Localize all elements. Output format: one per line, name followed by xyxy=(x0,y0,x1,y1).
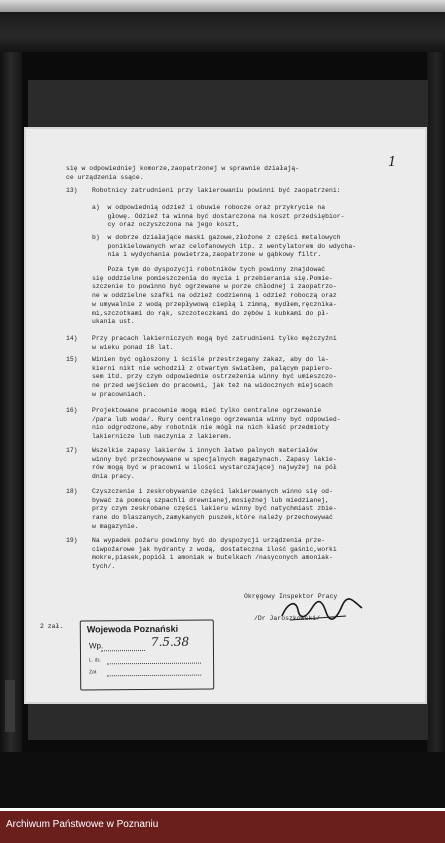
film-left-edge xyxy=(0,52,22,752)
handwritten-mark: 1 xyxy=(388,155,397,170)
document-page xyxy=(24,127,427,704)
stamp-date: 7.5.38 xyxy=(150,634,190,649)
film-right-edge xyxy=(427,52,445,752)
item-16-text: Projektowane pracownie mogą mieć tylko centralne ogrzewanie /para lub woda/. Rury centralnego ogrzewania winny być odpowied- nio odgrodzone,aby robotnik nie mógł na nich kłaść przedmioty lakiernicze lub naczynia z lakierem. xyxy=(92,407,341,441)
signature-title: Okręgowy Inspektor Pracy xyxy=(244,593,338,600)
received-stamp xyxy=(80,620,214,691)
attachments-note: 2 zał. xyxy=(40,623,64,630)
item-19-number: 19) xyxy=(66,537,78,544)
archive-footer xyxy=(0,808,445,843)
item-15-text: Winien być ogłoszony i ściśle przestrzegany zakaz, aby do la- kierni nikt nie wchodził z otwartym światłem, palącym papiero- sem itd. przy czym odpowiednie ostrzeżenia winny być umieszczo- ne przed wejściem do pracowni, jak też na widocznych miejscach w pracowniach. xyxy=(92,356,337,398)
stamp-ldz-label: L. dz. xyxy=(89,657,102,664)
item-16-number: 16) xyxy=(66,407,78,414)
stamp-zal-label: Zał. xyxy=(89,669,98,676)
item-18-text: Czyszczenie i zeskrobywanie części lakierowanych winno się od- bywać za pomocą szpachli drewnianej,mosiężnej lub miedzianej, przy czym zeskrobane części lakieru winny być natychmiast zbie- rane do blaszanych,zamykanych puszek,które należy przechowywać w magazynie. xyxy=(92,488,337,530)
item-14-number: 14) xyxy=(66,335,78,342)
archive-name: Archiwum Państwowe w Poznaniu xyxy=(6,819,159,830)
item-14-text: Przy pracach lakierniczych mogą być zatrudnieni tylko mężczyźni w wieku ponad 18 lat. xyxy=(92,335,337,351)
item-13b-text: b) w dobrze działające maski gazowe,złożone z części metalowych ponikielowanych wraz celofanowych itp. z wentylatorem do wdycha- nia i wydychania powietrza,zaopatrzone w gąbkowy filtr. xyxy=(92,234,357,259)
intro-text: się w odpowiedniej komorze,zaopatrzonej w sprawnie działają- ce urządzenia ssące. xyxy=(66,165,300,181)
item-17-number: 17) xyxy=(66,447,78,454)
item-13-paragraph: Poza tym do dyspozycji robotników tych powinny znajdować się oddzielne pomieszczenia do mycia i przebierania się.Pomie- szczenie to powinno być ogrzewane w porze chłodnej i zaopatrzo- ne w oddzielne szafki na odzież codzienną i odzież roboczą oraz w umywalnie z wodą przepływową ciepłą i zimną, mydłem,ręcznika- mi,szczotkami do rąk, szczoteczkami do zębów i kubkami do pł- ukania ust. xyxy=(92,266,337,326)
signature-name: /Dr Jaroszkowski/ xyxy=(254,615,321,622)
item-13-heading: Robotnicy zatrudnieni przy lakierowaniu powinni być zaopatrzeni: xyxy=(92,187,341,194)
stamp-dotted-line xyxy=(107,675,201,677)
item-18-number: 18) xyxy=(66,488,78,495)
item-15-number: 15) xyxy=(66,356,78,363)
item-13-number: 13) xyxy=(66,187,78,194)
film-side-tag xyxy=(5,680,15,732)
film-header-band xyxy=(0,12,445,52)
stamp-title: Wojewoda Poznański xyxy=(86,623,179,635)
item-13a-text: a) w odpowiednią odzież i obuwie robocze oraz przykrycie na głowę. Odzież ta winna być dostarczona na koszt przedsiębior- cy oraz oczyszczona na jego koszt, xyxy=(92,204,345,229)
stamp-dotted-line xyxy=(101,650,145,651)
stamp-dotted-line xyxy=(107,663,201,665)
item-17-text: Wszelkie zapasy lakierów i innych łatwo palnych materiałów winny być przechowywane w specjalnych magazynach. Zapasy lakie- rów mogą być w pracowni w ilości wystarczającej najwyżej na pół dnia pracy. xyxy=(92,447,337,481)
stamp-wp-label: Wp. xyxy=(88,641,104,651)
item-19-text: Na wypadek pożaru powinny być do dyspozycji urządzenia prze- ciwpożarowe jak hydranty z wodą, dostateczna ilość gaśnic,worki mokre,piasek,popiół i amoniak w butelkach /nasyconych amoniak- tych/. xyxy=(92,537,337,571)
film-top-strip xyxy=(0,0,445,12)
film-bottom-band xyxy=(0,752,445,808)
